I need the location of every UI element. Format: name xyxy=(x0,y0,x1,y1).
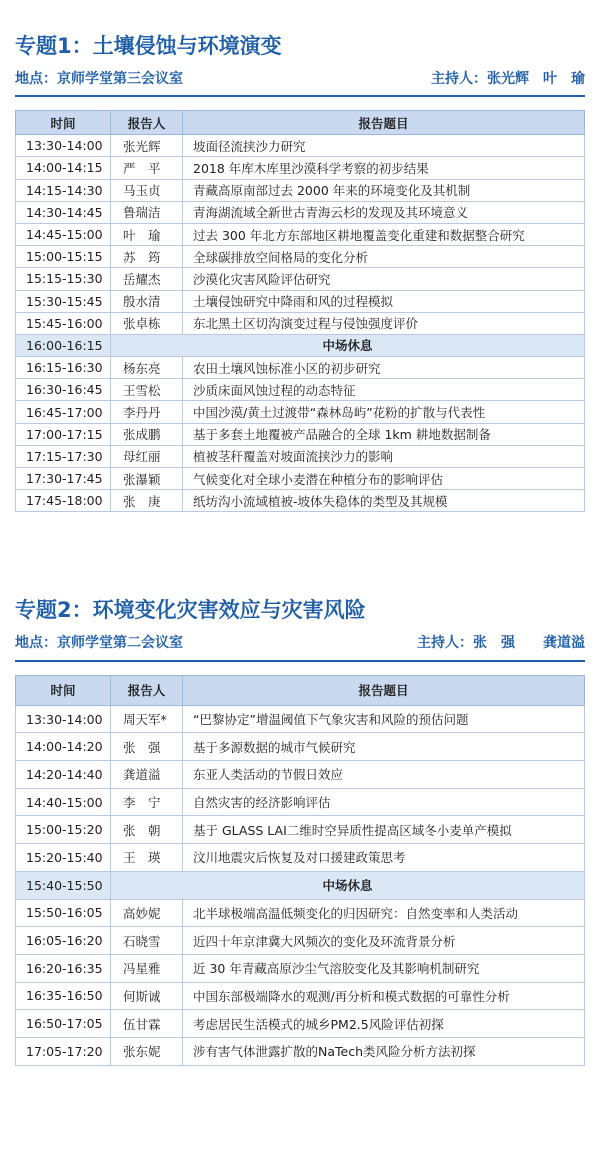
column-header-topic: 报告题目 xyxy=(183,111,585,135)
speaker-cell: 冯星雅 xyxy=(111,954,183,982)
time-cell: 16:45-17:00 xyxy=(16,401,111,423)
speaker-cell: 石晓雪 xyxy=(111,927,183,955)
topic-cell: 农田土壤风蚀标准小区的初步研究 xyxy=(183,357,585,379)
table-row xyxy=(16,788,585,816)
topic-cell: 自然灾害的经济影响评估 xyxy=(183,788,585,816)
table-row xyxy=(16,312,585,334)
table-row xyxy=(16,135,585,157)
topic-cell: 气候变化对全球小麦潜在种植分布的影响评估 xyxy=(183,468,585,490)
time-cell: 13:30-14:00 xyxy=(16,705,111,733)
topic-cell: 过去 300 年北方东部地区耕地覆盖变化重建和数据整合研究 xyxy=(183,223,585,245)
topic-cell: 全球碳排放空间格局的变化分析 xyxy=(183,246,585,268)
table-row xyxy=(16,290,585,312)
topic-cell: 近 30 年青藏高原沙尘气溶胶变化及其影响机制研究 xyxy=(183,954,585,982)
speaker-cell: 苏 筠 xyxy=(111,246,183,268)
speaker-cell: 李丹丹 xyxy=(111,401,183,423)
table-row xyxy=(16,490,585,512)
table-row xyxy=(16,357,585,379)
table-row xyxy=(16,179,585,201)
table-body xyxy=(16,705,585,1065)
column-header-speaker: 报告人 xyxy=(111,676,183,706)
speaker-cell: 张卓栋 xyxy=(111,312,183,334)
time-cell: 15:15-15:30 xyxy=(16,268,111,290)
speaker-cell: 李 宁 xyxy=(111,788,183,816)
speaker-cell: 张东妮 xyxy=(111,1037,183,1065)
speaker-cell: 伍甘霖 xyxy=(111,1010,183,1038)
topic-cell: 沙质床面风蚀过程的动态特征 xyxy=(183,379,585,401)
table-row xyxy=(16,816,585,844)
table-row xyxy=(16,423,585,445)
time-cell: 14:00-14:20 xyxy=(16,733,111,761)
table-row xyxy=(16,201,585,223)
speaker-cell: 张 庚 xyxy=(111,490,183,512)
time-cell: 14:40-15:00 xyxy=(16,788,111,816)
table-row xyxy=(16,246,585,268)
topic-cell: 中国沙漠/黄土过渡带“森林岛屿”花粉的扩散与代表性 xyxy=(183,401,585,423)
speaker-cell: 王雪松 xyxy=(111,379,183,401)
speaker-cell: 张 强 xyxy=(111,733,183,761)
speaker-cell: 叶 瑜 xyxy=(111,223,183,245)
table-row xyxy=(16,401,585,423)
time-cell: 15:40-15:50 xyxy=(16,871,111,899)
time-cell: 17:30-17:45 xyxy=(16,468,111,490)
topic-cell: “巴黎协定”增温阈值下气象灾害和风险的预估问题 xyxy=(183,705,585,733)
time-cell: 14:15-14:30 xyxy=(16,179,111,201)
session-location: 地点：京师学堂第三会议室 xyxy=(15,71,183,87)
table-row xyxy=(16,733,585,761)
time-cell: 15:45-16:00 xyxy=(16,312,111,334)
column-header-time: 时间 xyxy=(16,111,111,135)
break-row xyxy=(16,871,585,899)
session-title: 专题1：土壤侵蚀与环境演变 xyxy=(15,34,282,58)
table-row xyxy=(16,761,585,789)
table-row xyxy=(16,445,585,467)
topic-cell: 东亚人类活动的节假日效应 xyxy=(183,761,585,789)
session-host: 主持人：张 强 龚道溢 xyxy=(417,635,585,651)
time-cell: 15:00-15:20 xyxy=(16,816,111,844)
column-header-time: 时间 xyxy=(16,676,111,706)
topic-cell: 沙漠化灾害风险评估研究 xyxy=(183,268,585,290)
speaker-cell: 王 瑛 xyxy=(111,844,183,872)
speaker-cell: 岳耀杰 xyxy=(111,268,183,290)
topic-cell: 基于 GLASS LAI二维时空异质性提高区域冬小麦单产模拟 xyxy=(183,816,585,844)
time-cell: 17:15-17:30 xyxy=(16,445,111,467)
speaker-cell: 母红丽 xyxy=(111,445,183,467)
topic-cell: 近四十年京津冀大风频次的变化及环流背景分析 xyxy=(183,927,585,955)
time-cell: 17:05-17:20 xyxy=(16,1037,111,1065)
schedule-table xyxy=(15,675,585,1066)
topic-cell: 植被茎秆覆盖对坡面流挟沙力的影响 xyxy=(183,445,585,467)
topic-cell: 基于多源数据的城市气候研究 xyxy=(183,733,585,761)
speaker-cell: 马玉贞 xyxy=(111,179,183,201)
speaker-cell: 鲁瑞洁 xyxy=(111,201,183,223)
topic-cell: 中国东部极端降水的观测/再分析和模式数据的可靠性分析 xyxy=(183,982,585,1010)
column-header-speaker: 报告人 xyxy=(111,111,183,135)
speaker-cell: 高妙妮 xyxy=(111,899,183,927)
table-row xyxy=(16,223,585,245)
time-cell: 16:00-16:15 xyxy=(16,334,111,356)
time-cell: 15:00-15:15 xyxy=(16,246,111,268)
break-row xyxy=(16,334,585,356)
table-header-row xyxy=(16,111,585,135)
speaker-cell: 张瀑颖 xyxy=(111,468,183,490)
topic-cell: 2018 年库木库里沙漠科学考察的初步结果 xyxy=(183,157,585,179)
time-cell: 16:15-16:30 xyxy=(16,357,111,379)
time-cell: 17:45-18:00 xyxy=(16,490,111,512)
topic-cell: 青藏高原南部过去 2000 年来的环境变化及其机制 xyxy=(183,179,585,201)
topic-cell: 青海湖流域全新世古青海云杉的发现及其环境意义 xyxy=(183,201,585,223)
time-cell: 15:30-15:45 xyxy=(16,290,111,312)
column-header-topic: 报告题目 xyxy=(183,676,585,706)
time-cell: 16:05-16:20 xyxy=(16,927,111,955)
speaker-cell: 严 平 xyxy=(111,157,183,179)
time-cell: 16:50-17:05 xyxy=(16,1010,111,1038)
topic-cell: 东北黑土区切沟演变过程与侵蚀强度评价 xyxy=(183,312,585,334)
time-cell: 14:20-14:40 xyxy=(16,761,111,789)
topic-cell: 涉有害气体泄露扩散的NaTech类风险分析方法初探 xyxy=(183,1037,585,1065)
speaker-cell: 张 朝 xyxy=(111,816,183,844)
topic-cell: 北半球极端高温低频变化的归因研究：自然变率和人类活动 xyxy=(183,899,585,927)
table-row xyxy=(16,982,585,1010)
table-row xyxy=(16,705,585,733)
speaker-cell: 张成鹏 xyxy=(111,423,183,445)
time-cell: 14:30-14:45 xyxy=(16,201,111,223)
table-row xyxy=(16,268,585,290)
time-cell: 14:00-14:15 xyxy=(16,157,111,179)
table-row xyxy=(16,954,585,982)
time-cell: 16:35-16:50 xyxy=(16,982,111,1010)
speaker-cell: 张光辉 xyxy=(111,135,183,157)
speaker-cell: 杨东亮 xyxy=(111,357,183,379)
topic-cell: 考虑居民生活模式的城乡PM2.5风险评估初探 xyxy=(183,1010,585,1038)
table-row xyxy=(16,927,585,955)
table-row xyxy=(16,157,585,179)
break-label: 中场休息 xyxy=(111,334,585,356)
speaker-cell: 何斯诚 xyxy=(111,982,183,1010)
speaker-cell: 殷水清 xyxy=(111,290,183,312)
time-cell: 16:20-16:35 xyxy=(16,954,111,982)
topic-cell: 汶川地震灾后恢复及对口援建政策思考 xyxy=(183,844,585,872)
time-cell: 17:00-17:15 xyxy=(16,423,111,445)
speaker-cell: 周天军* xyxy=(111,705,183,733)
schedule-table xyxy=(15,110,585,512)
topic-cell: 土壤侵蚀研究中降雨和风的过程模拟 xyxy=(183,290,585,312)
table-row xyxy=(16,899,585,927)
table-row xyxy=(16,468,585,490)
time-cell: 13:30-14:00 xyxy=(16,135,111,157)
break-label: 中场休息 xyxy=(111,871,585,899)
time-cell: 16:30-16:45 xyxy=(16,379,111,401)
topic-cell: 坡面径流挟沙力研究 xyxy=(183,135,585,157)
time-cell: 14:45-15:00 xyxy=(16,223,111,245)
topic-cell: 纸坊沟小流域植被-坡体失稳体的类型及其规模 xyxy=(183,490,585,512)
session-location: 地点：京师学堂第二会议室 xyxy=(15,635,183,651)
divider xyxy=(15,660,585,662)
table-body xyxy=(16,135,585,512)
table-row xyxy=(16,1037,585,1065)
table-row xyxy=(16,844,585,872)
session-title: 专题2：环境变化灾害效应与灾害风险 xyxy=(15,598,366,622)
divider xyxy=(15,95,585,97)
topic-cell: 基于多套土地覆被产品融合的全球 1km 耕地数据制备 xyxy=(183,423,585,445)
time-cell: 15:20-15:40 xyxy=(16,844,111,872)
table-row xyxy=(16,379,585,401)
time-cell: 15:50-16:05 xyxy=(16,899,111,927)
speaker-cell: 龚道溢 xyxy=(111,761,183,789)
session-host: 主持人：张光辉 叶 瑜 xyxy=(431,71,585,87)
table-header-row xyxy=(16,676,585,706)
table-row xyxy=(16,1010,585,1038)
